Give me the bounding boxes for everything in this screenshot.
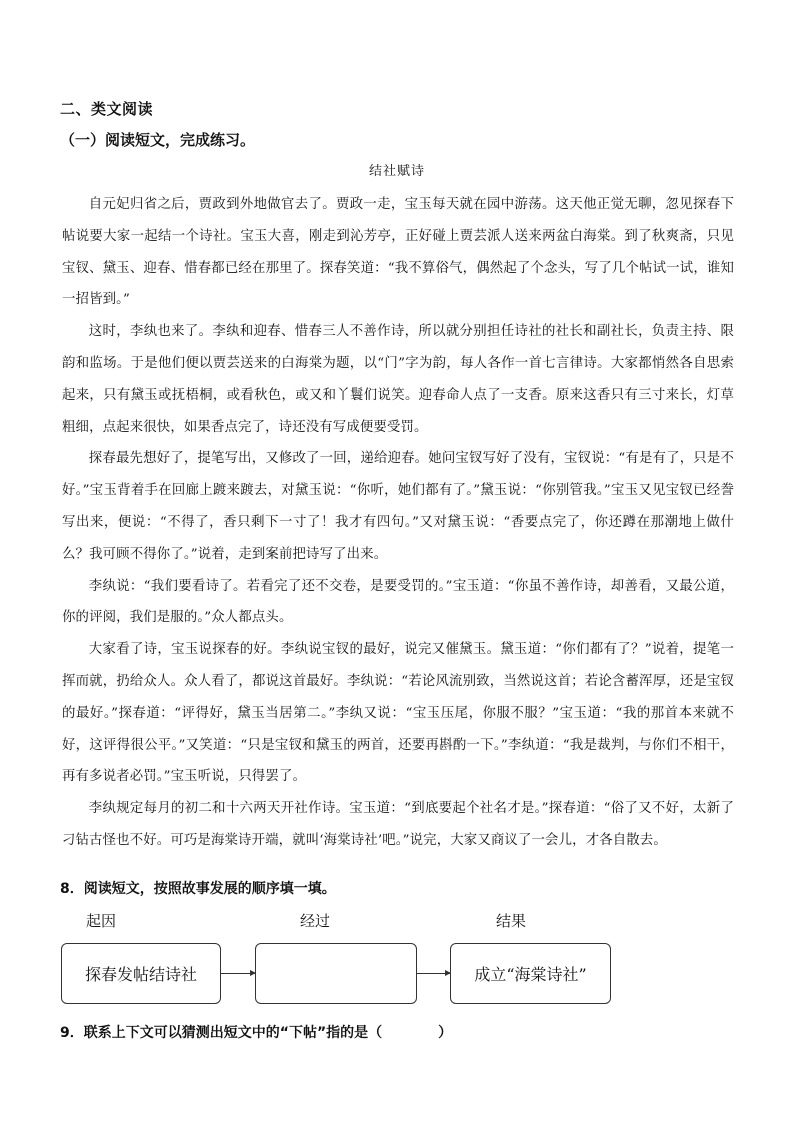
label-cause: 起因 — [86, 912, 117, 930]
question-8: 8．阅读短文，按照故事发展的顺序填一填。 — [60, 881, 336, 897]
story-paragraph: 大家看了诗，宝玉说探春的好。李纨说宝钗的最好，说完又催黛玉。黛玉道：“你们都有了？”说着，提笔一挥而就，扔给众人。众人看了，都说这首最好。李纨说：“若论风流别致，当然说这首；若论含蓄浑厚，还是宝钗的最好。”探春道：“评得好，黛玉当居第二。”李纨又说：“宝玉压尾，你服不服？”宝玉道：“我的那首本来就不好，这评得很公平。”又笑道：“只是宝钗和黛玉的两首，还要再斟酌一下。”李纨道：“我是裁判，与你们不相干，再有多说者必罚。”宝玉听说，只得罢了。 — [62, 642, 734, 785]
story-body — [62, 189, 734, 857]
story-paragraph: 探春最先想好了，提笔写出，又修改了一回，递给迎春。她问宝钗写好了没有，宝钗说：“有是有了，只是不好。”宝玉背着手在回廊上踱来踱去，对黛玉说：“你听，她们都有了。”黛玉说：“你别管我。”宝玉又见宝钗已经誊写出来，便说：“不得了，香只剩下一寸了！我才有四句。”又对黛玉说：“香要点完了，你还蹲在那潮地上做什么？我可顾不得你了。”说着，走到案前把诗写了出来。 — [62, 451, 734, 562]
sub-heading: （一）阅读短文，完成练习。 — [60, 131, 256, 149]
cause-box: 探春发帖结诗社 — [61, 943, 221, 1004]
label-result: 结果 — [496, 912, 527, 930]
story-paragraph: 李纨规定每月的初二和十六两天开社作诗。宝玉道：“到底要起个社名才是。”探春道：“俗了又不好，太新了刁钻古怪也不好。可巧是海棠诗开端，就叫‘海棠诗社’吧。”说完，大家又商议了一会儿，才各自散去。 — [62, 801, 734, 848]
label-process: 经过 — [300, 912, 331, 930]
section-heading: 二、类文阅读 — [60, 100, 154, 118]
process-answer-box[interactable] — [255, 943, 417, 1004]
question-9: 9．联系上下文可以猜测出短文中的“下帖”指的是（ ） — [60, 1025, 453, 1041]
arrow-icon — [417, 973, 450, 974]
story-paragraph: 自元妃归省之后，贾政到外地做官去了。贾政一走，宝玉每天就在园中游荡。这天他正觉无聊，忽见探春下帖说要大家一起结一个诗社。宝玉大喜，刚走到沁芳亭，正好碰上贾芸派人送来两盆白海棠。到了秋爽斋，只见宝钗、黛玉、迎春、惜春都已经在那里了。探春笑道：“我不算俗气，偶然起了个念头，写了几个帖试一试，谁知一招皆到。” — [62, 197, 734, 308]
result-box: 成立“海棠诗社” — [450, 943, 611, 1004]
story-paragraph: 这时，李纨也来了。李纨和迎春、惜春三人不善作诗，所以就分别担任诗社的社长和副社长，负责主持、限韵和监场。于是他们便以贾芸送来的白海棠为题，以“门”字为韵，每人各作一首七言律诗。大家都悄然各自思索起来，只有黛玉或抚梧桐，或看秋色，或又和丫鬟们说笑。迎春命人点了一支香。原来这香只有三寸来长，灯草粗细，点起来很快，如果香点完了，诗还没有写成便要受罚。 — [62, 324, 734, 435]
story-title: 结社赋诗 — [368, 164, 425, 179]
arrow-icon — [221, 973, 255, 974]
story-paragraph: 李纨说：“我们要看诗了。若看完了还不交卷，是要受罚的。”宝玉道：“你虽不善作诗，却善看，又最公道，你的评阅，我们是服的。”众人都点头。 — [62, 578, 734, 626]
